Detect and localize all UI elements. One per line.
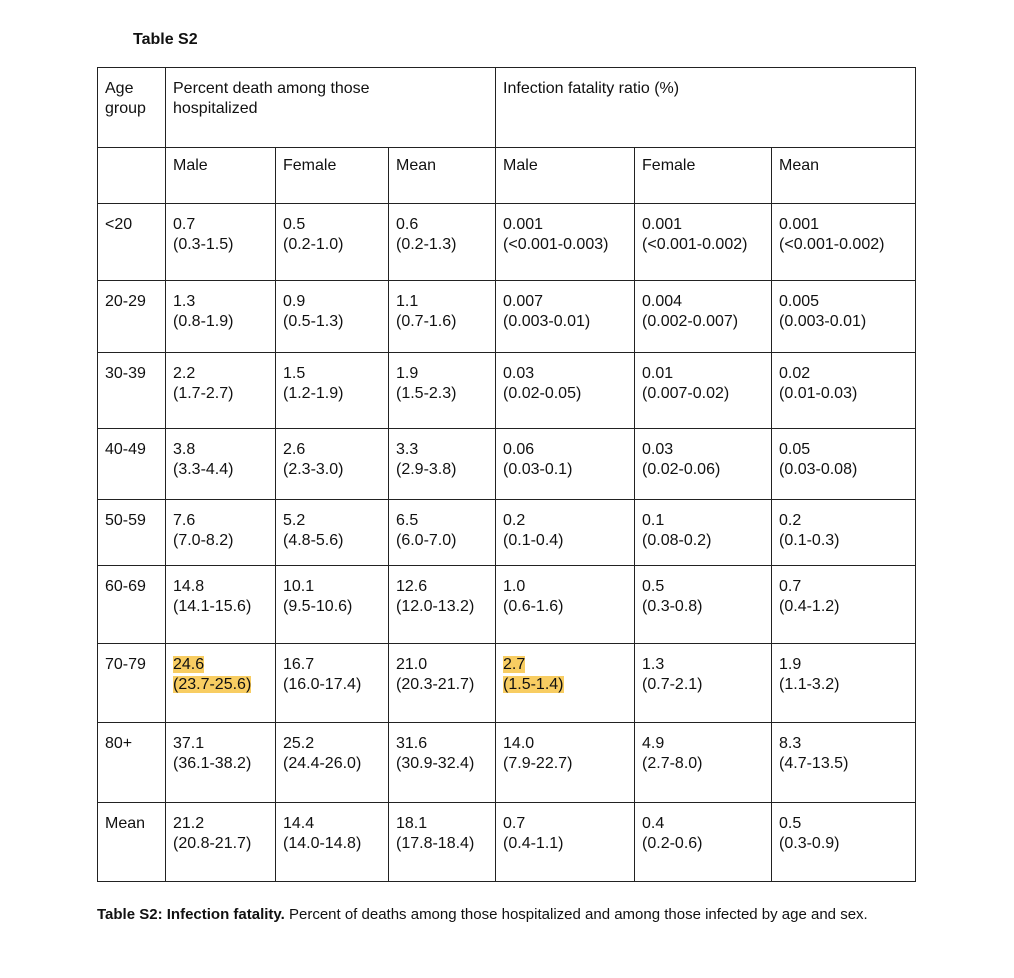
estimate: 0.2 bbox=[503, 512, 526, 529]
interval: (0.003-0.01) bbox=[779, 313, 867, 330]
estimate: 1.0 bbox=[503, 578, 526, 595]
interval: (7.0-8.2) bbox=[173, 532, 234, 549]
estimate: 0.1 bbox=[642, 512, 665, 529]
interval: (20.3-21.7) bbox=[396, 676, 475, 693]
value-cell-female bbox=[635, 204, 772, 281]
age-group-header: Age group bbox=[98, 68, 166, 148]
estimate: 0.03 bbox=[503, 365, 535, 382]
value-cell-mean bbox=[389, 429, 496, 500]
estimate: 0.001 bbox=[779, 216, 820, 233]
interval: (<0.001-0.002) bbox=[779, 236, 885, 253]
value-cell-mean bbox=[772, 353, 916, 429]
table-row bbox=[98, 566, 916, 644]
value-cell-female bbox=[276, 566, 389, 644]
estimate: 1.9 bbox=[779, 656, 802, 673]
value-cell-male bbox=[496, 723, 635, 803]
age-group-cell: 40-49 bbox=[98, 429, 166, 500]
value-cell-mean bbox=[389, 500, 496, 566]
interval: (0.03-0.08) bbox=[779, 461, 858, 478]
interval: (0.3-1.5) bbox=[173, 236, 234, 253]
estimate: 0.2 bbox=[779, 512, 802, 529]
estimate: 24.6 bbox=[173, 656, 205, 673]
value-cell-female bbox=[635, 281, 772, 353]
estimate: 1.3 bbox=[642, 656, 665, 673]
estimate: 21.2 bbox=[173, 815, 205, 832]
estimate: 14.0 bbox=[503, 735, 535, 752]
table-row bbox=[98, 803, 916, 882]
interval: (7.9-22.7) bbox=[503, 755, 573, 772]
interval: (0.5-1.3) bbox=[283, 313, 344, 330]
estimate: 25.2 bbox=[283, 735, 315, 752]
fatality-table bbox=[97, 67, 916, 882]
value-cell-female bbox=[276, 281, 389, 353]
interval: (0.02-0.06) bbox=[642, 461, 721, 478]
interval: (1.7-2.7) bbox=[173, 385, 234, 402]
interval: (0.02-0.05) bbox=[503, 385, 582, 402]
estimate: 2.6 bbox=[283, 441, 306, 458]
interval: (9.5-10.6) bbox=[283, 598, 353, 615]
estimate: 0.02 bbox=[779, 365, 811, 382]
table-row bbox=[98, 204, 916, 281]
value-cell-female bbox=[276, 429, 389, 500]
estimate: 0.4 bbox=[642, 815, 665, 832]
value-cell-mean bbox=[772, 566, 916, 644]
value-cell-male bbox=[166, 281, 276, 353]
value-cell-male bbox=[496, 281, 635, 353]
value-cell-female bbox=[276, 500, 389, 566]
interval: (4.8-5.6) bbox=[283, 532, 344, 549]
age-group-cell: 60-69 bbox=[98, 566, 166, 644]
estimate: 0.004 bbox=[642, 293, 683, 310]
interval: (0.4-1.1) bbox=[503, 835, 564, 852]
interval: (<0.001-0.002) bbox=[642, 236, 748, 253]
age-group-cell: <20 bbox=[98, 204, 166, 281]
age-group-cell: 30-39 bbox=[98, 353, 166, 429]
interval: (4.7-13.5) bbox=[779, 755, 849, 772]
estimate: 21.0 bbox=[396, 656, 428, 673]
estimate: 0.6 bbox=[396, 216, 419, 233]
estimate: 12.6 bbox=[396, 578, 428, 595]
interval: (20.8-21.7) bbox=[173, 835, 252, 852]
value-cell-mean bbox=[772, 723, 916, 803]
estimate: 4.9 bbox=[642, 735, 665, 752]
interval: (2.3-3.0) bbox=[283, 461, 344, 478]
estimate: 1.9 bbox=[396, 365, 419, 382]
value-cell-male bbox=[166, 204, 276, 281]
interval: (17.8-18.4) bbox=[396, 835, 475, 852]
estimate: 31.6 bbox=[396, 735, 428, 752]
interval: (14.0-14.8) bbox=[283, 835, 362, 852]
estimate: 2.2 bbox=[173, 365, 196, 382]
age-group-cell: 50-59 bbox=[98, 500, 166, 566]
estimate: 3.8 bbox=[173, 441, 196, 458]
sub-header-male: Male bbox=[166, 148, 276, 204]
estimate: 18.1 bbox=[396, 815, 428, 832]
interval: (0.6-1.6) bbox=[503, 598, 564, 615]
interval: (0.03-0.1) bbox=[503, 461, 573, 478]
interval: (6.0-7.0) bbox=[396, 532, 457, 549]
value-cell-mean bbox=[772, 500, 916, 566]
estimate: 14.4 bbox=[283, 815, 315, 832]
value-cell-mean bbox=[389, 566, 496, 644]
interval: (0.1-0.3) bbox=[779, 532, 840, 549]
estimate: 0.5 bbox=[779, 815, 802, 832]
interval: (0.002-0.007) bbox=[642, 313, 739, 330]
caption-text: Percent of deaths among those hospitalized and among those infected by age and sex. bbox=[284, 906, 868, 923]
value-cell-male bbox=[166, 500, 276, 566]
value-cell-female bbox=[276, 723, 389, 803]
estimate: 0.7 bbox=[779, 578, 802, 595]
value-cell-mean bbox=[772, 429, 916, 500]
value-cell-female bbox=[276, 803, 389, 882]
interval: (0.007-0.02) bbox=[642, 385, 730, 402]
age-group-cell: Mean bbox=[98, 803, 166, 882]
age-group-cell: 70-79 bbox=[98, 644, 166, 723]
interval: (1.1-3.2) bbox=[779, 676, 840, 693]
age-group-cell: 20-29 bbox=[98, 281, 166, 353]
value-cell-mean bbox=[389, 803, 496, 882]
sub-header-mean: Mean bbox=[772, 148, 916, 204]
value-cell-male bbox=[166, 353, 276, 429]
estimate: 14.8 bbox=[173, 578, 205, 595]
interval: (3.3-4.4) bbox=[173, 461, 234, 478]
estimate: 0.5 bbox=[283, 216, 306, 233]
estimate: 0.7 bbox=[173, 216, 196, 233]
value-cell-male bbox=[166, 644, 276, 723]
estimate: 8.3 bbox=[779, 735, 802, 752]
table-row bbox=[98, 429, 916, 500]
sub-header-female: Female bbox=[276, 148, 389, 204]
interval: (0.2-0.6) bbox=[642, 835, 703, 852]
estimate: 1.3 bbox=[173, 293, 196, 310]
value-cell-female bbox=[635, 429, 772, 500]
estimate: 6.5 bbox=[396, 512, 419, 529]
value-cell-mean bbox=[772, 803, 916, 882]
value-cell-male bbox=[496, 353, 635, 429]
interval: (0.4-1.2) bbox=[779, 598, 840, 615]
interval: (16.0-17.4) bbox=[283, 676, 362, 693]
table-row bbox=[98, 353, 916, 429]
interval: (23.7-25.6) bbox=[173, 676, 252, 693]
estimate: 0.001 bbox=[503, 216, 544, 233]
value-cell-mean bbox=[772, 281, 916, 353]
interval: (0.7-1.6) bbox=[396, 313, 457, 330]
caption-bold: Table S2: Infection fatality. bbox=[97, 906, 285, 923]
blank-header-cell bbox=[98, 148, 166, 204]
estimate: 16.7 bbox=[283, 656, 315, 673]
ifr-header: Infection fatality ratio (%) bbox=[496, 68, 916, 148]
interval: (<0.001-0.003) bbox=[503, 236, 609, 253]
interval: (12.0-13.2) bbox=[396, 598, 475, 615]
table-caption bbox=[97, 905, 917, 924]
interval: (0.3-0.9) bbox=[779, 835, 840, 852]
value-cell-mean bbox=[389, 644, 496, 723]
value-cell-male bbox=[496, 429, 635, 500]
table-row bbox=[98, 644, 916, 723]
sub-header-male: Male bbox=[496, 148, 635, 204]
table-row bbox=[98, 723, 916, 803]
interval: (0.3-0.8) bbox=[642, 598, 703, 615]
interval: (24.4-26.0) bbox=[283, 755, 362, 772]
interval: (2.9-3.8) bbox=[396, 461, 457, 478]
value-cell-male bbox=[496, 803, 635, 882]
value-cell-female bbox=[276, 204, 389, 281]
value-cell-mean bbox=[389, 281, 496, 353]
value-cell-mean bbox=[389, 204, 496, 281]
interval: (0.8-1.9) bbox=[173, 313, 234, 330]
value-cell-female bbox=[635, 803, 772, 882]
table-row bbox=[98, 500, 916, 566]
estimate: 37.1 bbox=[173, 735, 205, 752]
estimate: 10.1 bbox=[283, 578, 315, 595]
estimate: 0.5 bbox=[642, 578, 665, 595]
value-cell-female bbox=[635, 500, 772, 566]
value-cell-female bbox=[635, 644, 772, 723]
value-cell-male bbox=[496, 566, 635, 644]
estimate: 0.06 bbox=[503, 441, 535, 458]
estimate: 0.005 bbox=[779, 293, 820, 310]
table-title: Table S2 bbox=[133, 31, 198, 48]
estimate: 1.5 bbox=[283, 365, 306, 382]
estimate: 0.7 bbox=[503, 815, 526, 832]
estimate: 0.01 bbox=[642, 365, 674, 382]
interval: (0.08-0.2) bbox=[642, 532, 712, 549]
header-row-1 bbox=[98, 68, 916, 148]
interval: (1.5-2.3) bbox=[396, 385, 457, 402]
header-row-2 bbox=[98, 148, 916, 204]
estimate: 0.007 bbox=[503, 293, 544, 310]
estimate: 0.9 bbox=[283, 293, 306, 310]
estimate: 0.03 bbox=[642, 441, 674, 458]
table-row bbox=[98, 281, 916, 353]
value-cell-mean bbox=[772, 644, 916, 723]
value-cell-male bbox=[496, 500, 635, 566]
value-cell-male bbox=[166, 566, 276, 644]
estimate: 0.05 bbox=[779, 441, 811, 458]
value-cell-male bbox=[166, 723, 276, 803]
value-cell-female bbox=[635, 723, 772, 803]
interval: (0.1-0.4) bbox=[503, 532, 564, 549]
estimate: 2.7 bbox=[503, 656, 526, 673]
age-group-cell: 80+ bbox=[98, 723, 166, 803]
value-cell-mean bbox=[772, 204, 916, 281]
sub-header-mean: Mean bbox=[389, 148, 496, 204]
interval: (36.1-38.2) bbox=[173, 755, 252, 772]
value-cell-female bbox=[276, 644, 389, 723]
interval: (30.9-32.4) bbox=[396, 755, 475, 772]
interval: (0.01-0.03) bbox=[779, 385, 858, 402]
value-cell-male bbox=[166, 429, 276, 500]
value-cell-mean bbox=[389, 353, 496, 429]
interval: (1.2-1.9) bbox=[283, 385, 344, 402]
estimate: 0.001 bbox=[642, 216, 683, 233]
interval: (0.003-0.01) bbox=[503, 313, 591, 330]
value-cell-mean bbox=[389, 723, 496, 803]
value-cell-female bbox=[276, 353, 389, 429]
interval: (1.5-1.4) bbox=[503, 676, 564, 693]
estimate: 7.6 bbox=[173, 512, 196, 529]
estimate: 3.3 bbox=[396, 441, 419, 458]
estimate: 1.1 bbox=[396, 293, 419, 310]
interval: (2.7-8.0) bbox=[642, 755, 703, 772]
value-cell-male bbox=[166, 803, 276, 882]
value-cell-male bbox=[496, 204, 635, 281]
interval: (14.1-15.6) bbox=[173, 598, 252, 615]
interval: (0.2-1.3) bbox=[396, 236, 457, 253]
value-cell-male bbox=[496, 644, 635, 723]
interval: (0.7-2.1) bbox=[642, 676, 703, 693]
estimate: 5.2 bbox=[283, 512, 306, 529]
interval: (0.2-1.0) bbox=[283, 236, 344, 253]
value-cell-female bbox=[635, 353, 772, 429]
hospitalized-death-header: Percent death among those hospitalized bbox=[166, 68, 496, 148]
value-cell-female bbox=[635, 566, 772, 644]
sub-header-female: Female bbox=[635, 148, 772, 204]
